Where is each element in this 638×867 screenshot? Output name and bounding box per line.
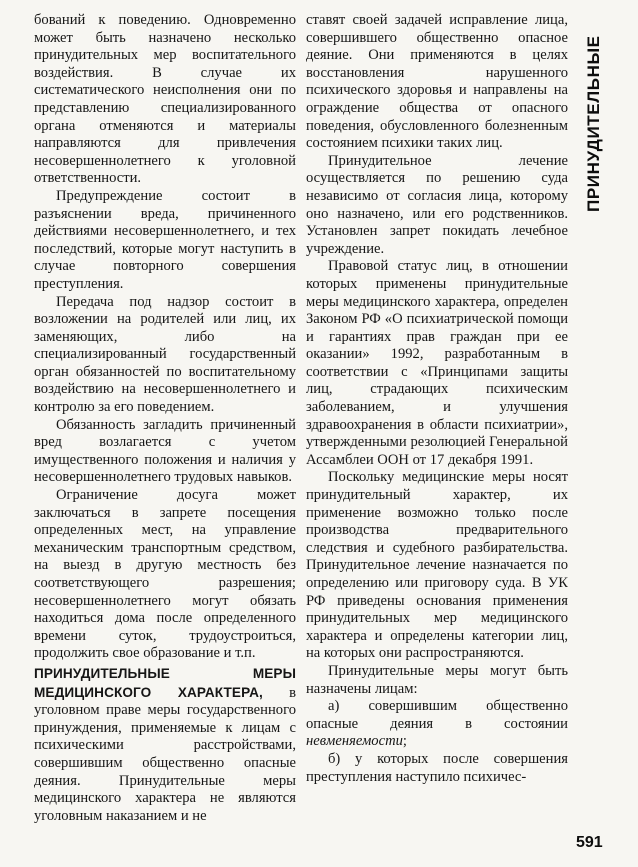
entry-headword: ПРИНУДИТЕЛЬНЫЕ МЕРЫ МЕДИЦИНСКОГО ХАРАКТЕРА, xyxy=(34,665,296,700)
page-number: 591 xyxy=(576,834,603,851)
list-item-a xyxy=(306,698,568,751)
paragraph-legal-status: Правовой статус лиц, в отношении которых применены принудительные меры медицинского характера, определен Законом РФ «О психиатрической помощи и гарантиях прав граждан при ее оказании» 1992, разработанным в соответствии с «Принципами защиты лиц, страдающих психическим заболеванием, и улучшения здравоохранения в области психиатрии», утвержденными резолюцией Генеральной Ассамблеи ООН от 17 декабря 1991. xyxy=(306,258,568,468)
paragraph-compensation: Обязанность загладить причиненный вред возлагается с учетом имущественного положения и наличия у несовершеннолетнего трудовых навыков. xyxy=(34,416,296,486)
paragraph-purpose: ставят своей задачей исправление лица, совершившего общественно опасное деяние. Они применяются в целях восстановления нарушенного психического здоровья и направлены на ограждение общества от опасного поведения, обусловленного болезненным состоянием психики таких лиц. xyxy=(306,12,568,152)
list-item-a-italic-term: невменяемости xyxy=(306,733,403,750)
paragraph-supervision: Передача под надзор состоит в возложении на родителей или лиц, их заменяющих, либо на специализированный государственный орган обязанностей по воспитательному воздействию на несовершеннолетнего и контролю за его поведением. xyxy=(34,293,296,416)
list-item-a-punct: ; xyxy=(402,733,407,750)
running-head: ПРИНУДИТЕЛЬНЫЕ xyxy=(584,35,603,212)
entry-compulsory-medical-measures xyxy=(34,665,296,825)
right-column xyxy=(306,12,568,786)
paragraph-procedure: Поскольку медицинские меры носят принудительный характер, их применение возможно только после производства предварительного следствия и судебного разбирательства. Принудительное лечение назначается по определению или приговору суда. В УК РФ приведены основания применения принудительных мер медицинского характера и определены категории лиц, на которых они распространяются. xyxy=(306,469,568,662)
paragraph-compulsory-treatment: Принудительное лечение осуществляется по решению суда независимо от согласия лица, которому оно назначено, или его родственников. Установлен запрет покидать лечебное учреждение. xyxy=(306,152,568,257)
entry-definition: в уголовном праве меры государственного принуждения, применяемые к лицам с психическими расстройствами, совершившим общественно опасные деяния. Принудительные меры медицинского характера не являются уголовным наказанием и не xyxy=(34,684,296,824)
left-column xyxy=(34,12,296,825)
paragraph-leisure-restriction: Ограничение досуга может заключаться в запрете посещения определенных мест, на управление механическим транспортным средством, на выезд в другую местность без соответствующего разрешения; несовершеннолетнего могут обязать находиться дома после определенного времени суток, трудоустроиться, продолжить свое образование и т.п. xyxy=(34,487,296,662)
paragraph-warning: Предупреждение состоит в разъяснении вреда, причиненного действиями несовершеннолетнего, и тех последствий, которые могут наступить в случае повторного совершения преступления. xyxy=(34,187,296,292)
paragraph-measures-continued: бований к поведению. Одновременно может быть назначено несколько принудительных мер воспитательного воздействия. В случае их систематического неисполнения они по представлению специализированного органа отменяются и материалы направляются для привлечения несовершеннолетнего к уголовной ответственности. xyxy=(34,12,296,187)
paragraph-applicable-persons: Принудительные меры могут быть назначены лицам: xyxy=(306,662,568,697)
list-item-a-text: а) совершившим общественно опасные деяния в состоянии xyxy=(306,698,568,732)
list-item-b: б) у которых после совершения преступления наступило психичес- xyxy=(306,750,568,785)
